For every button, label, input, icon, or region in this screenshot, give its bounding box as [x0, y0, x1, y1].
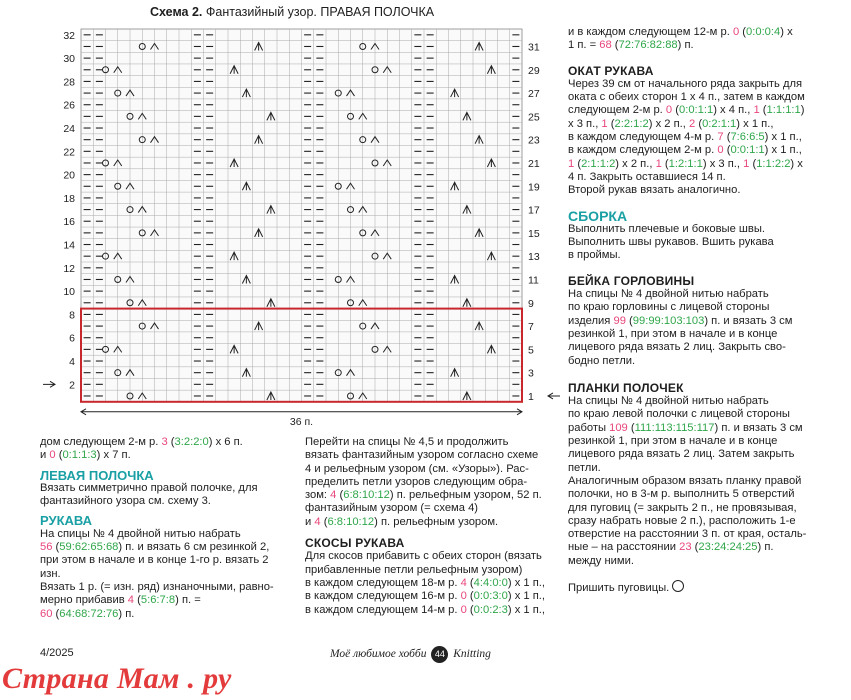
width-label: 36 п.	[289, 415, 314, 428]
assembly-line-2: Выполнить швы рукавов. Вшить рукава	[568, 236, 774, 249]
assembly-line-1: Выполнить плечевые и боковые швы.	[568, 222, 765, 235]
plank-line-14: Пришить пуговицы.	[568, 580, 843, 595]
plank-line-12: ные – на расстоянии 23 (23:24:24:25) п.	[568, 541, 774, 554]
scheme-title-text: Фантазийный узор. ПРАВАЯ ПОЛОЧКА	[205, 5, 435, 19]
row-label-right: 25	[528, 111, 540, 124]
assembly-heading: СБОРКА	[568, 207, 628, 224]
issue-number: 4/2025	[40, 647, 74, 659]
row-label-right: 23	[528, 134, 540, 147]
row-label-left: 24	[63, 123, 75, 136]
scheme-title-bold: Схема 2.	[150, 5, 203, 19]
column-left	[40, 436, 290, 621]
sleeve-cap-heading: ОКАТ РУКАВА	[568, 63, 654, 78]
neck-line-2: по краю горловины с лицевой стороны	[568, 301, 770, 314]
row-label-right: 17	[528, 204, 540, 217]
row-label-right: 19	[528, 181, 540, 194]
sleeves-line-6: 60 (64:68:72:76) п.	[40, 607, 135, 620]
left-front-text: Вязать симметрично правой полочке, для фантазийного узора см. схему 3.	[40, 481, 258, 508]
bevel-line-5: в каждом следующем 14-м р. 0 (0:0:2:3) x 1 п.,	[305, 603, 546, 616]
row-label-left: 22	[63, 146, 75, 159]
magazine-name: Моё любимое хобби	[330, 648, 427, 660]
plank-line-10: сразу набрать новые 2 п.), расположить 1-е	[568, 514, 796, 527]
text-line-2: вязать фантазийным узором согласно схеме	[305, 449, 539, 462]
sleeves-line-2: 56 (59:62:65:68) п. и вязать 6 см резинкой 2,	[40, 541, 270, 554]
page-number: 44	[431, 646, 448, 663]
row-1-arrow-icon	[548, 393, 560, 399]
cap-line-5: в каждом следующем 4-м р. 7 (7:6:6:5) x 1 п.,	[568, 131, 802, 144]
neckband-heading: БЕЙКА ГОРЛОВИНЫ	[568, 273, 695, 288]
row-label-left: 30	[63, 53, 75, 66]
plank-line-3: работы 109 (111:113:115:117) п. и вязать 3 см	[568, 421, 803, 434]
sleeves-line-4: Вязать 1 р. (= изн. ряд) изнаночными, равно-	[40, 580, 274, 593]
row-label-left: 16	[63, 216, 75, 229]
row-label-right: 31	[528, 41, 540, 54]
row-label-right: 1	[528, 390, 534, 403]
left-front-heading: ЛЕВАЯ ПОЛОЧКА	[40, 467, 154, 483]
text-line-3: 4 и рельефным узором (см. «Узоры»). Рас-	[305, 462, 529, 475]
text-line-7: и 4 (6:8:10:12) п. рельефным узором.	[305, 515, 499, 528]
row-label-left: 20	[63, 169, 75, 182]
row-label-left: 8	[69, 309, 75, 322]
plank-line-1: На спицы № 4 двойной нитью набрать	[568, 395, 769, 408]
cap-line-7: 1 (2:1:1:2) x 2 п., 1 (1:2:1:1) x 3 п., 1 (1:1:2:2) x	[568, 157, 803, 170]
row-label-left: 4	[69, 356, 75, 369]
neck-line-3: изделия 99 (99:99:103:103) п. и вязать 3 см	[568, 314, 793, 327]
continuation-line-2: и 0 (0:1:1:3) x 7 п.	[40, 449, 131, 462]
cap-line-4: x 3 п., 1 (2:2:1:2) x 2 п., 2 (0:2:1:1) x 1 п.,	[568, 117, 774, 130]
row-label-right: 5	[528, 344, 534, 357]
row-label-right: 13	[528, 251, 540, 264]
row-label-right: 3	[528, 367, 534, 380]
neck-line-6: бодно петли.	[568, 354, 636, 367]
sleeves-line-1: На спицы № 4 двойной нитью набрать	[40, 527, 241, 540]
row-label-left: 6	[69, 332, 75, 345]
row-2-arrow-icon	[43, 381, 55, 387]
width-dimension-arrow-icon	[81, 409, 522, 415]
button-symbol-icon	[672, 580, 684, 592]
sleeve-bevel-heading: СКОСЫ РУКАВА	[305, 536, 405, 551]
neck-line-4: резинкой 1, при этом в начале и в конце	[568, 327, 778, 340]
sleeves-heading: РУКАВА	[40, 513, 93, 529]
button-bands-heading: ПЛАНКИ ПОЛОЧЕК	[568, 380, 684, 395]
neck-line-1: На спицы № 4 двойной нитью набрать	[568, 288, 769, 301]
text-line-6: фантазийным узором (= схема 4)	[305, 502, 479, 515]
sleeves-line-5: мерно прибавив 4 (5:6:7:8) п. =	[40, 594, 201, 607]
text-line-1: Перейти на спицы № 4,5 и продолжить	[305, 436, 509, 448]
bevel-line-4: в каждом следующем 16-м р. 0 (0:0:3:0) x 1 п.,	[305, 590, 546, 603]
row-label-right: 15	[528, 227, 540, 240]
plank-line-11: отверстие на расстоянии 3 п. от края, осталь-	[568, 528, 807, 541]
watermark: Страна Мам . ру	[2, 662, 232, 695]
bevel-line-1: Для скосов прибавить с обеих сторон (вязать	[305, 550, 542, 563]
text-line-4: пределить петли узоров следующим обра-	[305, 475, 528, 488]
row-label-right: 21	[528, 157, 540, 170]
plank-line-8: полочки, но в 3-м р. выполнить 5 отверстий	[568, 488, 795, 501]
bevel-line-2: прибавленные петли рельефным узором)	[305, 563, 523, 576]
row-label-left: 32	[63, 29, 75, 42]
row-label-left: 10	[63, 286, 75, 299]
plank-line-2: по краю левой полочки с лицевой стороны	[568, 408, 790, 421]
plank-line-13: между ними.	[568, 554, 634, 567]
plank-line-7: Аналогичным образом вязать планку правой	[568, 474, 802, 487]
text-line-5: зом: 4 (6:8:10:12) п. рельефным узором, 52 п.	[305, 489, 542, 502]
plank-line-4: резинкой 1, при этом в начале и в конце	[568, 435, 778, 448]
row-label-right: 7	[528, 321, 534, 334]
assembly-line-3: в проймы.	[568, 249, 621, 262]
section-name: Knitting	[453, 648, 491, 660]
continuation-line-1: дом следующем 2-м р. 3 (3:2:2:0) x 6 п.	[40, 436, 243, 448]
text-line-t2: 1 п. = 68 (72:76:82:88) п.	[568, 39, 694, 52]
magazine-footer	[330, 646, 491, 663]
sleeves-line-3: при этом в начале и в конце 1-го р. вязать 2 изн.	[40, 554, 269, 580]
row-label-left: 2	[69, 379, 75, 392]
row-label-left: 18	[63, 192, 75, 205]
bevel-line-3: в каждом следующем 18-м р. 4 (4:4:0:0) x 1 п.,	[305, 576, 546, 589]
neck-line-5: лицевого ряда вязать 2 лиц. Закрыть сво-	[568, 341, 786, 354]
row-label-left: 26	[63, 99, 75, 112]
row-label-right: 27	[528, 88, 540, 101]
knitting-chart	[0, 0, 560, 430]
plank-line-6: петли.	[568, 461, 601, 474]
text-line-t1: и в каждом следующем 12-м р. 0 (0:0:0:4) x	[568, 26, 793, 38]
row-label-right: 11	[528, 274, 539, 287]
row-label-left: 14	[63, 239, 75, 252]
cap-line-2: оката с обеих сторон 1 x 4 п., затем в каждом	[568, 91, 805, 104]
cap-line-6: в каждом следующем 2-м р. 0 (0:0:1:1) x 1 п.,	[568, 144, 802, 157]
row-label-left: 28	[63, 76, 75, 89]
row-label-right: 9	[528, 297, 534, 310]
row-label-left: 12	[63, 262, 75, 275]
cap-line-8: 4 п. Закрыть оставшиеся 14 п.	[568, 170, 726, 183]
cap-line-3: следующем 2-м р. 0 (0:0:1:1) x 4 п., 1 (1:1:1:1)	[568, 104, 805, 117]
cap-line-1: Через 39 см от начального ряда закрыть для	[568, 77, 803, 90]
column-middle	[305, 436, 565, 617]
row-label-right: 29	[528, 64, 540, 77]
plank-line-5: лицевого ряда вязать 2 лиц. Затем закрыть	[568, 448, 795, 461]
column-right	[568, 26, 843, 595]
plank-line-9: для пуговиц (= закрыть 2 п., не провязывая,	[568, 501, 797, 514]
cap-line-9: Второй рукав вязать аналогично.	[568, 184, 741, 197]
